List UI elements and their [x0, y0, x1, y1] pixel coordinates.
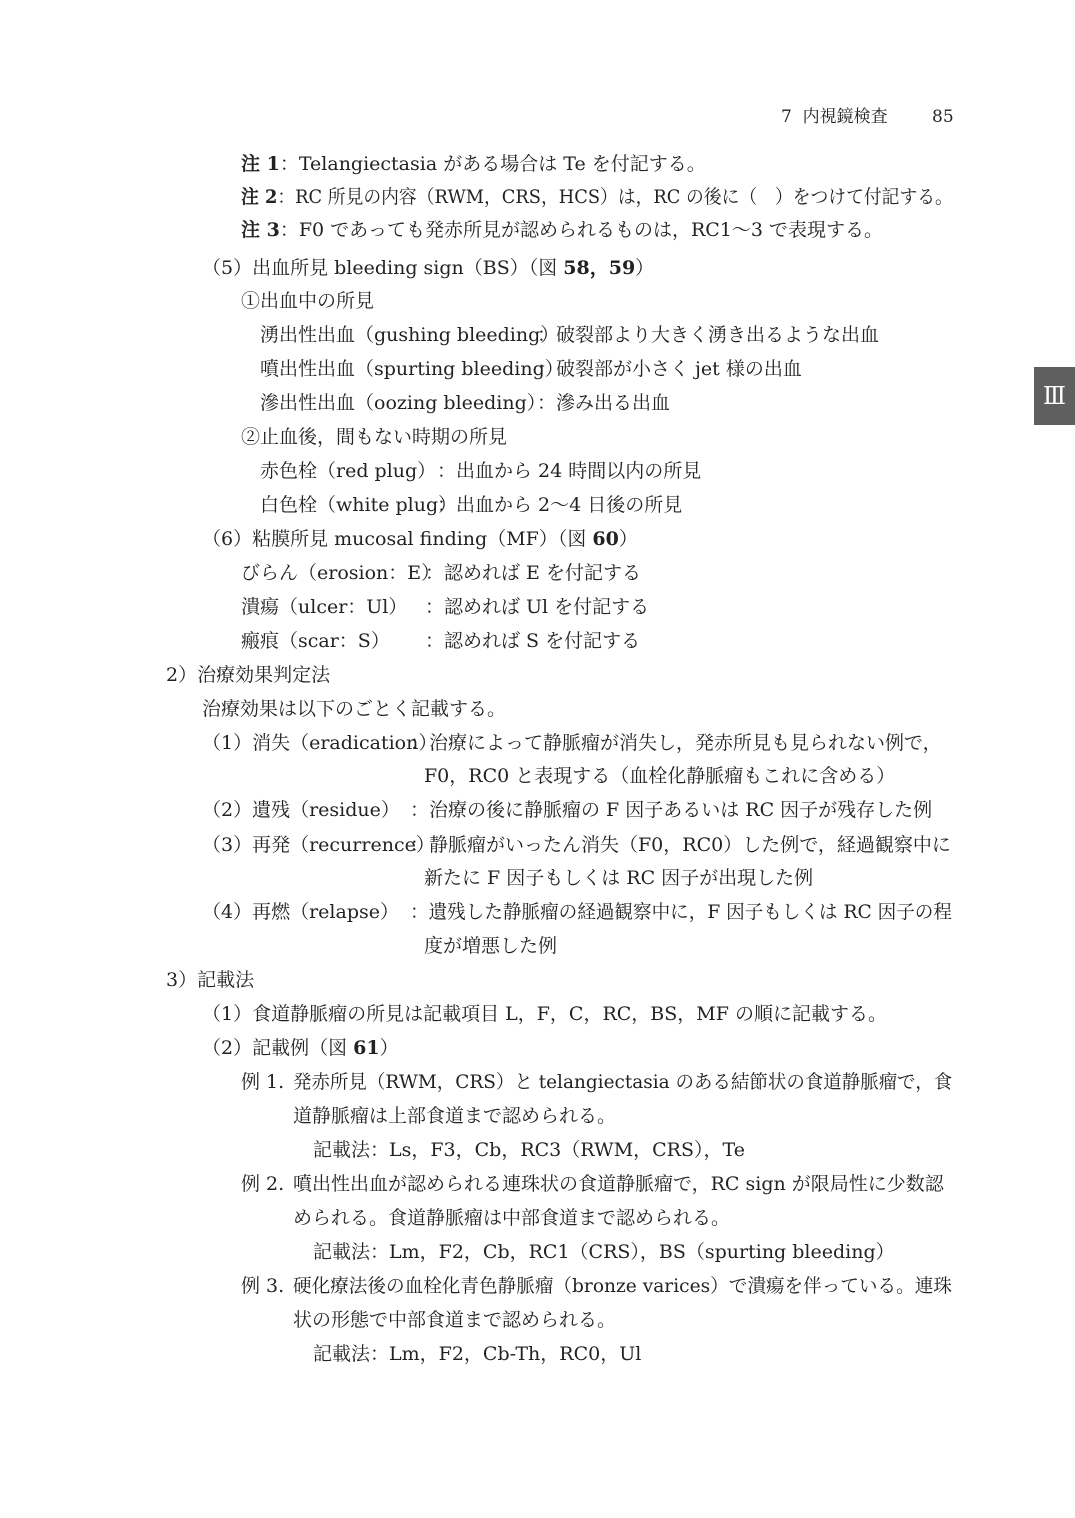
example-text: 噴出性出血が認められる連珠状の食道静脈瘤で，RC sign が限局性に少数認	[293, 1173, 944, 1195]
running-header	[781, 106, 888, 128]
bleeding-desc: ：破裂部より大きく湧き出るような出血	[537, 324, 880, 346]
chapter-tab: Ⅲ	[1034, 367, 1075, 425]
chapter-title: 内視鏡検査	[802, 107, 888, 127]
note-label: 注 2	[241, 186, 278, 208]
plug-desc: ：出血から 24 時間以内の所見	[437, 460, 702, 482]
mucosal-desc: ：認めれば Ul を付記する	[425, 596, 650, 618]
example-text: 硬化療法後の血栓化青色静脈瘤（bronze varices）で潰瘍を伴っている。連珠	[293, 1275, 952, 1297]
example-text: 発赤所見（RWM，CRS）と telangiectasia のある結節状の食道静脈瘤で，食	[293, 1071, 953, 1093]
mucosal-term: 瘢痕（scar：S）	[241, 630, 390, 652]
recording-item-1: （1）食道静脈瘤の所見は記載項目 L，F，C，RC，BS，MF の順に記載する。	[202, 1003, 887, 1025]
bleeding-term: 滲出性出血（oozing bleeding）	[260, 392, 546, 414]
figure-ref: 58，59	[563, 257, 636, 279]
mucosal-finding-heading: （6）粘膜所見 mucosal finding（MF）（図 60）	[202, 528, 638, 550]
bleeding-desc: ：滲み出る出血	[537, 392, 671, 414]
bleeding-subheading: ①出血中の所見	[241, 290, 375, 312]
example-text: 道静脈瘤は上部食道まで認められる。	[293, 1105, 617, 1127]
treatment-desc: ：遺残した静脈瘤の経過観察中に，F 因子もしくは RC 因子の程	[410, 901, 952, 923]
note-label: 注 1	[241, 153, 280, 175]
example-label: 例 2.	[241, 1173, 285, 1195]
example-label: 例 1.	[241, 1071, 285, 1093]
plug-desc: ：出血から 2～4 日後の所見	[437, 494, 683, 516]
bleeding-term: 湧出性出血（gushing bleeding）	[260, 324, 560, 346]
bleeding-term: 噴出性出血（spurting bleeding）	[260, 358, 564, 380]
treatment-desc-cont: F0，RC0 と表現する（血栓化静脈瘤もこれに含める）	[424, 765, 896, 787]
figure-ref: 60	[592, 528, 619, 550]
treatment-desc: ：静脈瘤がいったん消失（F0，RC0）した例で，経過観察中に	[410, 834, 951, 856]
treatment-desc: ：治療によって静脈瘤が消失し，発赤所見も見られない例で，	[410, 732, 942, 754]
bleeding-subheading: ②止血後，間もない時期の所見	[241, 426, 508, 448]
note-label: 注 3	[241, 219, 280, 241]
example-notation: 記載法：Lm，F2，Cb-Th，RC0，Ul	[313, 1343, 642, 1365]
treatment-term: （4）再燃（relapse）	[202, 901, 399, 923]
bleeding-sign-heading: （5）出血所見 bleeding sign（BS）（図 58，59）	[202, 257, 655, 279]
example-notation: 記載法：Ls，F3，Cb，RC3（RWM，CRS），Te	[313, 1139, 745, 1161]
note-1	[241, 152, 706, 176]
recording-heading: 3）記載法	[166, 969, 255, 991]
mucosal-desc: ：認めれば S を付記する	[425, 630, 641, 652]
mucosal-term: びらん（erosion：E）	[241, 562, 441, 584]
treatment-term: （2）遺残（residue）	[202, 799, 400, 821]
page-number: 85	[932, 107, 954, 127]
treatment-desc-cont: 度が増悪した例	[424, 935, 558, 957]
note-text: ：F0 であっても発赤所見が認められるものは，RC1～3 で表現する。	[279, 219, 884, 241]
treatment-heading: 2）治療効果判定法	[166, 664, 331, 686]
example-text: められる。食道静脈瘤は中部食道まで認められる。	[293, 1207, 731, 1229]
treatment-term: （3）再発（recurrence）	[202, 834, 435, 856]
example-text: 状の形態で中部食道まで認められる。	[293, 1309, 617, 1331]
mucosal-desc: ：認めれば E を付記する	[425, 562, 641, 584]
treatment-intro: 治療効果は以下のごとく記載する。	[202, 698, 507, 720]
example-notation: 記載法：Lm，F2，Cb，RC1（CRS），BS（spurting bleeding）	[313, 1241, 895, 1263]
note-2	[241, 185, 953, 209]
note-3	[241, 218, 883, 242]
treatment-desc: ：治療の後に静脈瘤の F 因子あるいは RC 因子が残存した例	[410, 799, 933, 821]
plug-term: 白色栓（white plug）	[260, 494, 458, 516]
mucosal-term: 潰瘍（ulcer：Ul）	[241, 596, 408, 618]
note-text: ：RC 所見の内容（RWM，CRS，HCS）は，RC の後に（ ）をつけて付記する。	[277, 186, 953, 208]
recording-item-2: （2）記載例（図 61）	[202, 1037, 399, 1059]
note-text: ：Telangiectasia がある場合は Te を付記する。	[279, 153, 706, 175]
plug-term: 赤色栓（red plug）	[260, 460, 437, 482]
treatment-desc-cont: 新たに F 因子もしくは RC 因子が出現した例	[424, 867, 814, 889]
chapter-number: 7	[781, 107, 792, 127]
treatment-term: （1）消失（eradication）	[202, 732, 438, 754]
bleeding-desc: ：破裂部が小さく jet 様の出血	[537, 358, 802, 380]
example-label: 例 3.	[241, 1275, 285, 1297]
figure-ref: 61	[353, 1037, 380, 1059]
